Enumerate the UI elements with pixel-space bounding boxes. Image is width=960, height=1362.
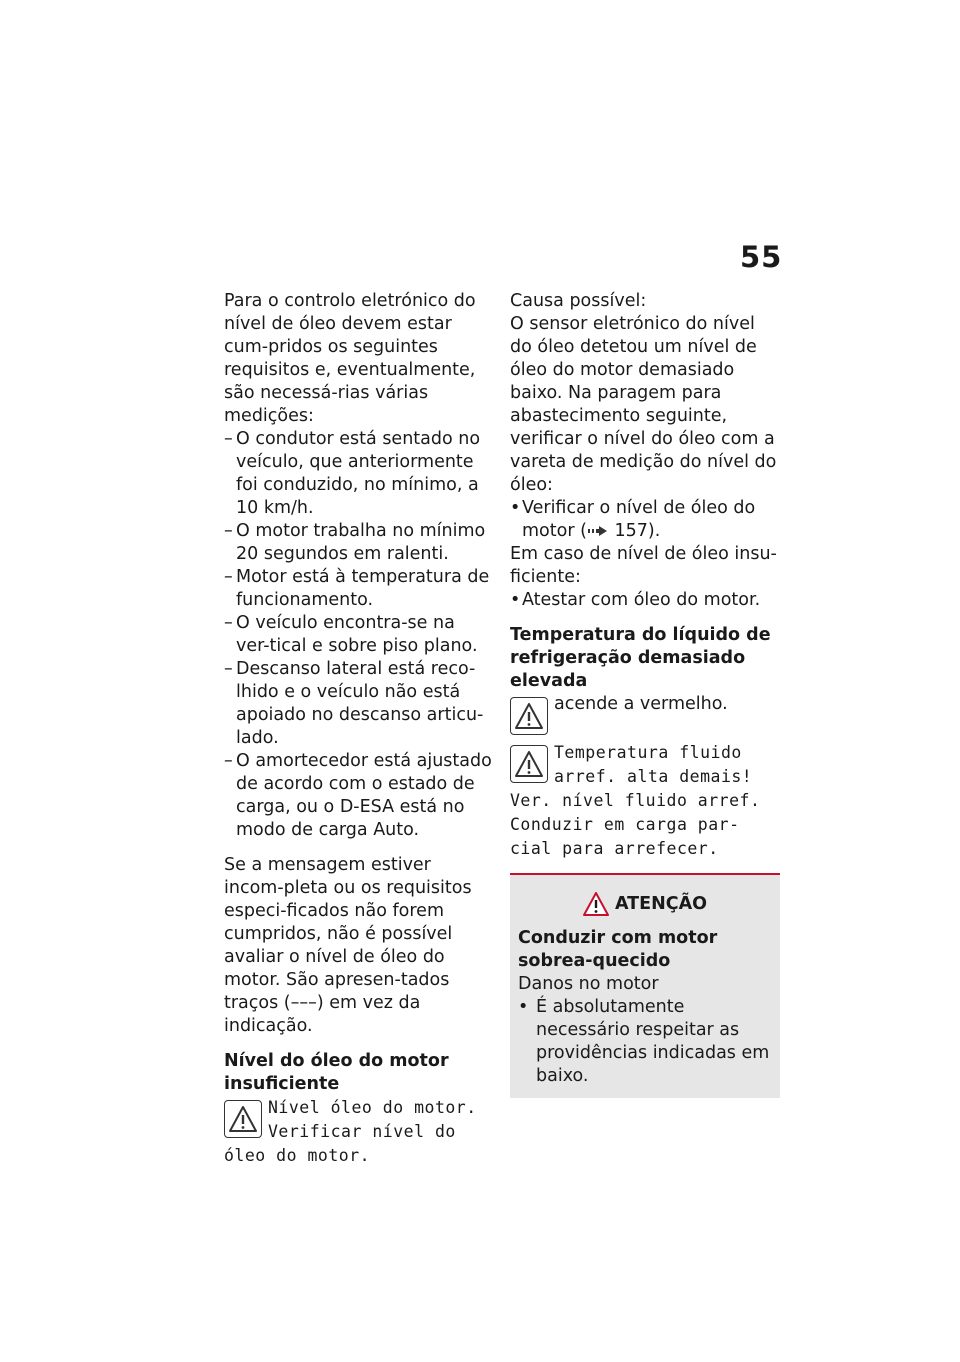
list-item: – Descanso lateral está reco-lhido e o veículo não está apoiado no descanso articu-lado.: [224, 659, 484, 748]
coolant-display-message: Temperatura fluido arref. alta demais! Ver. nível fluido arref. Conduzir em carga par-cial para arrefecer.: [510, 743, 761, 858]
warning-triangle-icon: [510, 745, 548, 783]
coolant-light-row: [510, 693, 780, 737]
list-item: – O motor trabalha no mínimo 20 segundos em ralenti.: [224, 521, 486, 564]
cause-label: Causa possível:: [510, 291, 647, 311]
attention-subtitle: Danos no motor: [518, 974, 659, 994]
attention-title: Conduzir com motor sobrea-quecido: [518, 928, 718, 971]
list-item: – O condutor está sentado no veículo, que anteriormente foi conduzido, no mínimo, a 10 km/h.: [224, 429, 481, 518]
attention-icon: [583, 891, 609, 917]
requirements-list: [224, 428, 492, 842]
oil-display-message: Nível óleo do motor. Verificar nível do óleo do motor.: [224, 1098, 477, 1165]
list-item: – Motor está à temperatura de funcionamento.: [224, 567, 490, 610]
list-item: • Atestar com óleo do motor.: [510, 590, 761, 610]
oil-warning-row: [224, 1096, 492, 1168]
page-number: 55: [740, 240, 783, 274]
list-item: – O amortecedor está ajustado de acordo com o estado de carga, ou o D-ESA está no modo de carga Auto.: [224, 751, 492, 840]
section-heading-oil-level: Nível do óleo do motor insuficiente: [224, 1051, 449, 1094]
intro-paragraph: Para o controlo eletrónico do nível de óleo devem estar cum-pridos os seguintes requisitos e, eventualmente, são necessá-rias várias medições:: [224, 291, 476, 426]
cause-text: O sensor eletrónico do nível do óleo detetou um nível de óleo do motor demasiado baixo. Na paragem para abastecimento seguinte, verificar o nível do óleo com a vareta de medição do nível do óleo:: [510, 314, 777, 495]
reference-arrow-icon: [587, 524, 609, 538]
right-column: [510, 290, 780, 1098]
left-column: [224, 290, 492, 1168]
incomplete-paragraph: Se a mensagem estiver incom-pleta ou os requisitos especi-ficados não forem cumpridos, não é possível avaliar o nível de óleo do motor. São apresen-tados traços (–––) em vez da indicação.: [224, 855, 472, 1036]
attention-header: [518, 891, 772, 917]
section-heading-coolant: Temperatura do líquido de refrigeração demasiado elevada: [510, 625, 771, 691]
coolant-light-text: acende a vermelho.: [554, 694, 728, 714]
list-item: • Verificar o nível de óleo do motor ( 157).: [510, 498, 756, 541]
coolant-warning-row: [510, 741, 780, 861]
attention-box: [510, 873, 780, 1098]
warning-triangle-icon: [224, 1100, 262, 1138]
insufficient-text: Em caso de nível de óleo insu-ficiente:: [510, 544, 777, 587]
warning-triangle-icon: [510, 697, 548, 735]
list-item: • É absolutamente necessário respeitar as providências indicadas em baixo.: [518, 997, 770, 1086]
attention-label: ATENÇÃO: [615, 893, 707, 914]
list-item: – O veículo encontra-se na ver-tical e sobre piso plano.: [224, 613, 478, 656]
